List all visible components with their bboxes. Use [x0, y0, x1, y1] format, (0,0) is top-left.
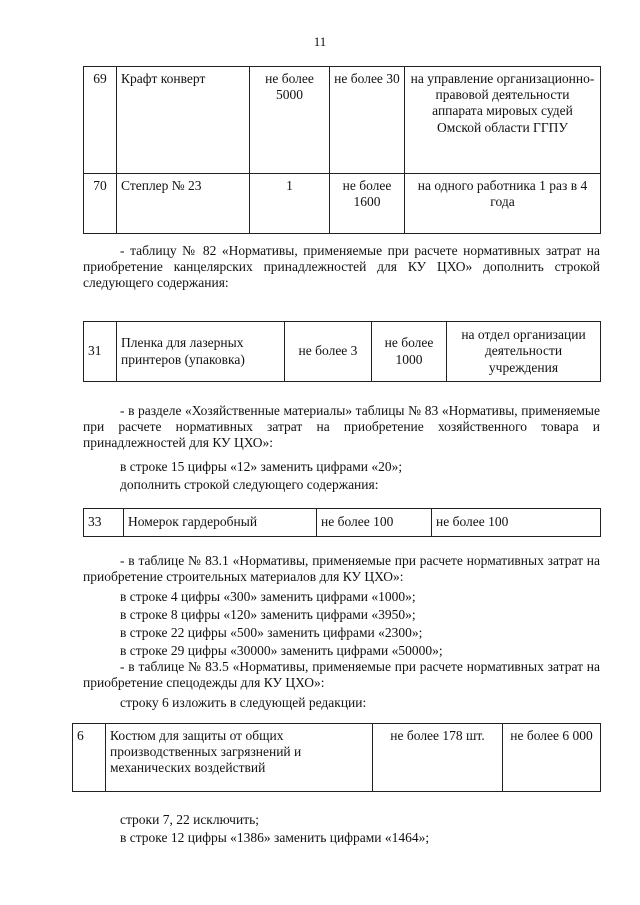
paragraph-table-83: - в разделе «Хозяйственные материалы» таблицы № 83 «Нормативы, применяемые при расчете нормативных затрат на приобретение хозяйственного товара и принадлежностей для КУ ЦХО»:	[83, 403, 600, 451]
instruction-line: в строке 22 цифры «500» заменить цифрами «2300»;	[120, 625, 423, 640]
item-quantity: не более 5000	[250, 67, 330, 174]
item-quantity: не более 100	[317, 509, 432, 537]
item-price: не более 1600	[330, 174, 405, 234]
row-number: 69	[84, 67, 117, 174]
item-note: на отдел организации деятельности учреждения	[447, 322, 601, 382]
instruction-line: строку 6 изложить в следующей редакции:	[120, 695, 367, 710]
row-number: 70	[84, 174, 117, 234]
item-price: не более 30	[330, 67, 405, 174]
instruction-line: в строке 4 цифры «300» заменить цифрами «1000»;	[120, 589, 416, 604]
instruction-line: в строке 8 цифры «120» заменить цифрами «3950»;	[120, 607, 416, 622]
item-price: не более 100	[432, 509, 601, 537]
item-quantity: не более 178 шт.	[373, 724, 503, 792]
table-row	[84, 322, 601, 382]
table-83-new-row	[83, 508, 601, 537]
row-number: 31	[84, 322, 117, 382]
row-number: 33	[84, 509, 124, 537]
item-quantity: не более 3	[285, 322, 372, 382]
row-number: 6	[73, 724, 106, 792]
paragraph-table-83-1: - в таблице № 83.1 «Нормативы, применяемые при расчете нормативных затрат на приобретение строительных материалов для КУ ЦХО»:	[83, 553, 600, 585]
item-name: Костюм для защиты от общих производственных загрязнений и механических воздействий	[106, 724, 373, 792]
item-price: не более 1000	[372, 322, 447, 382]
item-name: Номерок гардеробный	[124, 509, 317, 537]
table-row	[73, 724, 601, 792]
item-name: Пленка для лазерных принтеров (упаковка)	[117, 322, 285, 382]
instruction-line: дополнить строкой следующего содержания:	[120, 477, 379, 492]
item-note: на управление организационно-правовой деятельности аппарата мировых судей Омской области ГГПУ	[405, 67, 601, 174]
item-quantity: 1	[250, 174, 330, 234]
item-price: не более 6 000	[503, 724, 601, 792]
instruction-line: в строке 29 цифры «30000» заменить цифрами «50000»;	[120, 643, 443, 658]
item-name: Крафт конверт	[117, 67, 250, 174]
page-number: 11	[313, 34, 327, 49]
item-note: на одного работника 1 раз в 4 года	[405, 174, 601, 234]
paragraph-table-82: - таблицу № 82 «Нормативы, применяемые при расчете нормативных затрат на приобретение канцелярских принадлежностей для КУ ЦХО» дополнить строкой следующего содержания:	[83, 243, 600, 291]
table-row	[84, 174, 601, 234]
table-row	[84, 509, 601, 537]
instruction-line: строки 7, 22 исключить;	[120, 812, 259, 827]
table-83-5-row-6	[72, 723, 601, 792]
paragraph-table-83-5: - в таблице № 83.5 «Нормативы, применяемые при расчете нормативных затрат на приобретение спецодежды для КУ ЦХО»:	[83, 659, 600, 691]
table-82-new-row	[83, 321, 601, 382]
instruction-line: в строке 12 цифры «1386» заменить цифрами «1464»;	[120, 830, 430, 845]
instruction-line: в строке 15 цифры «12» заменить цифрами «20»;	[120, 459, 403, 474]
item-name: Степлер № 23	[117, 174, 250, 234]
table-row	[84, 67, 601, 174]
table-stationery-rows	[83, 66, 601, 234]
